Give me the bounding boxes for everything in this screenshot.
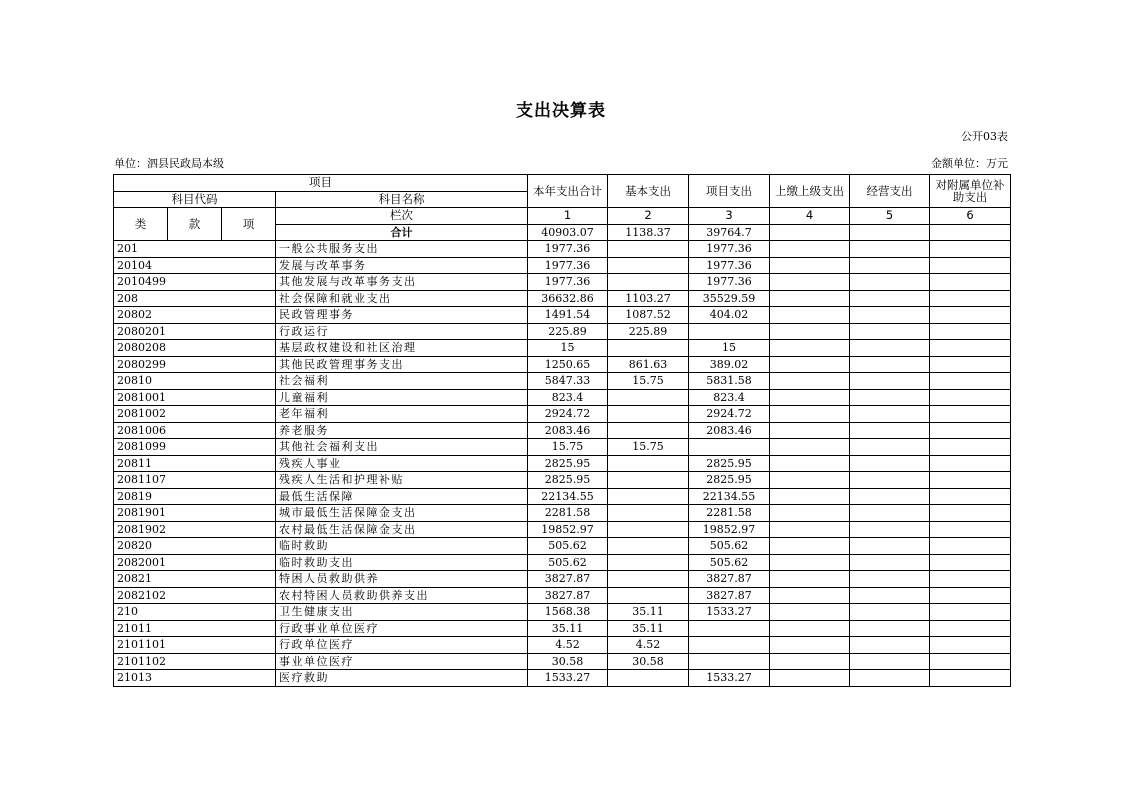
amount-col-2 [608,521,689,538]
table-row [114,373,1011,390]
amount-col-2 [608,406,689,423]
expenditure-table [113,174,1011,687]
amount-col-5 [850,422,930,439]
col-num-6: 6 [930,208,1011,225]
amount-col-5 [850,587,930,604]
table-row [114,389,1011,406]
header-col-5: 经营支出 [850,175,930,208]
subject-name: 行政运行 [276,323,528,340]
subject-code: 210 [114,604,276,621]
subject-code: 21011 [114,620,276,637]
subject-name: 一般公共服务支出 [276,241,528,258]
table-row [114,257,1011,274]
amount-col-1: 4.52 [528,637,608,654]
amount-col-1: 35.11 [528,620,608,637]
subject-name: 其他社会福利支出 [276,439,528,456]
total-label: 合计 [276,224,528,241]
amount-col-4 [770,356,850,373]
amount-col-1: 3827.87 [528,571,608,588]
amount-col-4 [770,620,850,637]
amount-col-3: 2924.72 [689,406,770,423]
amount-col-4 [770,307,850,324]
amount-col-5 [850,274,930,291]
table-row [114,604,1011,621]
amount-col-2 [608,538,689,555]
subject-name: 最低生活保障 [276,488,528,505]
total-value-4 [770,224,850,241]
header-lei: 类 [114,208,168,241]
subject-code: 201 [114,241,276,258]
amount-col-2 [608,257,689,274]
amount-col-2 [608,389,689,406]
subject-name: 医疗救助 [276,670,528,687]
amount-col-6 [930,554,1011,571]
subject-name: 事业单位医疗 [276,653,528,670]
reporting-unit: 单位：泗县民政局本级 [114,157,224,170]
amount-col-1: 30.58 [528,653,608,670]
amount-col-4 [770,472,850,489]
amount-col-6 [930,340,1011,357]
amount-col-5 [850,670,930,687]
amount-col-2: 4.52 [608,637,689,654]
amount-col-6 [930,620,1011,637]
subject-code: 20811 [114,455,276,472]
amount-col-5 [850,620,930,637]
table-row [114,406,1011,423]
subject-code: 2080201 [114,323,276,340]
header-kuan: 款 [168,208,222,241]
amount-col-4 [770,637,850,654]
amount-col-1: 19852.97 [528,521,608,538]
amount-col-3: 22134.55 [689,488,770,505]
amount-col-5 [850,290,930,307]
amount-col-4 [770,455,850,472]
subject-code: 20810 [114,373,276,390]
amount-col-3: 505.62 [689,538,770,555]
amount-col-1: 2825.95 [528,472,608,489]
amount-col-2: 15.75 [608,439,689,456]
amount-col-1: 3827.87 [528,587,608,604]
subject-code: 2010499 [114,274,276,291]
subject-code: 2081902 [114,521,276,538]
amount-col-3: 1977.36 [689,274,770,291]
amount-col-6 [930,241,1011,258]
amount-col-3: 3827.87 [689,587,770,604]
subject-code: 2082001 [114,554,276,571]
table-row [114,505,1011,522]
col-num-1: 1 [528,208,608,225]
subject-name: 农村最低生活保障金支出 [276,521,528,538]
amount-col-5 [850,604,930,621]
amount-col-4 [770,670,850,687]
amount-col-6 [930,587,1011,604]
amount-col-4 [770,554,850,571]
amount-col-2: 861.63 [608,356,689,373]
amount-col-6 [930,389,1011,406]
amount-col-4 [770,241,850,258]
subject-code: 20820 [114,538,276,555]
subject-name: 行政事业单位医疗 [276,620,528,637]
subject-name: 养老服务 [276,422,528,439]
amount-col-1: 823.4 [528,389,608,406]
amount-col-4 [770,340,850,357]
amount-col-6 [930,653,1011,670]
amount-col-4 [770,488,850,505]
subject-name: 特困人员救助供养 [276,571,528,588]
amount-col-3: 35529.59 [689,290,770,307]
total-value-5 [850,224,930,241]
amount-col-5 [850,571,930,588]
amount-col-1: 36632.86 [528,290,608,307]
amount-col-1: 505.62 [528,538,608,555]
subject-code: 2080299 [114,356,276,373]
subject-code: 2101102 [114,653,276,670]
table-row [114,472,1011,489]
amount-col-3: 2083.46 [689,422,770,439]
amount-col-3: 3827.87 [689,571,770,588]
amount-col-4 [770,439,850,456]
subject-name: 社会福利 [276,373,528,390]
amount-col-2: 35.11 [608,620,689,637]
amount-col-1: 1977.36 [528,274,608,291]
subject-name: 老年福利 [276,406,528,423]
table-row [114,587,1011,604]
amount-col-3: 389.02 [689,356,770,373]
subject-code: 20104 [114,257,276,274]
amount-col-6 [930,290,1011,307]
amount-col-3: 404.02 [689,307,770,324]
amount-col-2 [608,488,689,505]
amount-col-4 [770,274,850,291]
table-row [114,538,1011,555]
subject-code: 208 [114,290,276,307]
col-num-4: 4 [770,208,850,225]
table-row [114,307,1011,324]
subject-code: 20802 [114,307,276,324]
amount-col-6 [930,521,1011,538]
amount-col-5 [850,637,930,654]
amount-col-1: 2825.95 [528,455,608,472]
amount-col-3 [689,323,770,340]
amount-col-5 [850,406,930,423]
amount-col-6 [930,274,1011,291]
amount-col-4 [770,257,850,274]
header-subject-code: 科目代码 [114,191,276,208]
table-row [114,488,1011,505]
amount-col-3 [689,439,770,456]
amount-col-1: 2281.58 [528,505,608,522]
amount-col-1: 1568.38 [528,604,608,621]
amount-col-6 [930,439,1011,456]
amount-col-1: 5847.33 [528,373,608,390]
amount-col-3: 2825.95 [689,455,770,472]
amount-col-5 [850,472,930,489]
subject-code: 2081001 [114,389,276,406]
amount-col-4 [770,290,850,307]
amount-col-6 [930,604,1011,621]
amount-col-6 [930,637,1011,654]
amount-col-1: 225.89 [528,323,608,340]
amount-col-5 [850,488,930,505]
total-value-6 [930,224,1011,241]
amount-col-2: 225.89 [608,323,689,340]
amount-col-3: 823.4 [689,389,770,406]
amount-col-5 [850,505,930,522]
total-value-1: 40903.07 [528,224,608,241]
subject-name: 卫生健康支出 [276,604,528,621]
amount-col-4 [770,587,850,604]
amount-col-3: 15 [689,340,770,357]
header-col-2: 基本支出 [608,175,689,208]
subject-code: 2081901 [114,505,276,522]
table-row [114,439,1011,456]
amount-col-5 [850,340,930,357]
amount-col-6 [930,505,1011,522]
amount-col-2 [608,505,689,522]
amount-col-1: 2924.72 [528,406,608,423]
amount-col-3 [689,620,770,637]
amount-col-6 [930,307,1011,324]
amount-col-2 [608,472,689,489]
amount-col-2 [608,670,689,687]
amount-col-2 [608,422,689,439]
subject-code: 2081006 [114,422,276,439]
amount-col-3: 1533.27 [689,670,770,687]
amount-col-2 [608,340,689,357]
amount-col-5 [850,257,930,274]
subject-name: 发展与改革事务 [276,257,528,274]
amount-col-3: 5831.58 [689,373,770,390]
report-title: 支出决算表 [516,101,606,121]
subject-code: 20821 [114,571,276,588]
amount-col-1: 1977.36 [528,257,608,274]
header-row-1 [114,175,1011,192]
subject-code: 2081002 [114,406,276,423]
amount-col-3: 19852.97 [689,521,770,538]
subject-name: 临时救助支出 [276,554,528,571]
amount-col-1: 1977.36 [528,241,608,258]
subject-name: 社会保障和就业支出 [276,290,528,307]
amount-col-2: 35.11 [608,604,689,621]
amount-col-1: 15.75 [528,439,608,456]
amount-unit: 金额单位：万元 [931,157,1008,170]
table-row [114,571,1011,588]
amount-col-2 [608,274,689,291]
subject-name: 其他民政管理事务支出 [276,356,528,373]
amount-col-2: 1087.52 [608,307,689,324]
amount-col-4 [770,653,850,670]
amount-col-2 [608,554,689,571]
table-row [114,554,1011,571]
table-row [114,637,1011,654]
amount-col-6 [930,257,1011,274]
table-row [114,455,1011,472]
header-col-label: 栏次 [276,208,528,225]
total-value-3: 39764.7 [689,224,770,241]
amount-col-3: 2825.95 [689,472,770,489]
subject-name: 行政单位医疗 [276,637,528,654]
amount-col-4 [770,406,850,423]
amount-col-6 [930,472,1011,489]
table-row [114,290,1011,307]
table-row [114,356,1011,373]
subject-name: 残疾人事业 [276,455,528,472]
amount-col-1: 22134.55 [528,488,608,505]
amount-col-6 [930,488,1011,505]
form-number: 公开03表 [961,130,1008,143]
amount-col-4 [770,323,850,340]
table-row [114,422,1011,439]
amount-col-1: 505.62 [528,554,608,571]
amount-col-4 [770,521,850,538]
amount-col-6 [930,406,1011,423]
amount-col-2: 30.58 [608,653,689,670]
amount-col-4 [770,571,850,588]
amount-col-4 [770,422,850,439]
amount-col-5 [850,653,930,670]
subject-name: 农村特困人员救助供养支出 [276,587,528,604]
subject-code: 2081099 [114,439,276,456]
amount-col-2 [608,455,689,472]
amount-col-1: 2083.46 [528,422,608,439]
amount-col-5 [850,455,930,472]
table-row [114,241,1011,258]
subject-code: 21013 [114,670,276,687]
amount-col-5 [850,538,930,555]
subject-code: 2101101 [114,637,276,654]
amount-col-2 [608,587,689,604]
amount-col-4 [770,505,850,522]
amount-col-3 [689,637,770,654]
subject-name: 城市最低生活保障金支出 [276,505,528,522]
amount-col-6 [930,323,1011,340]
amount-col-6 [930,455,1011,472]
col-num-3: 3 [689,208,770,225]
subject-name: 其他发展与改革事务支出 [276,274,528,291]
table-row [114,274,1011,291]
amount-col-6 [930,422,1011,439]
amount-col-6 [930,356,1011,373]
table-row [114,653,1011,670]
amount-col-6 [930,571,1011,588]
amount-col-5 [850,439,930,456]
amount-col-4 [770,373,850,390]
header-row-3 [114,208,1011,225]
amount-col-4 [770,389,850,406]
header-col-4: 上缴上级支出 [770,175,850,208]
amount-col-4 [770,604,850,621]
amount-col-1: 1491.54 [528,307,608,324]
amount-col-3 [689,653,770,670]
col-num-2: 2 [608,208,689,225]
subject-name: 民政管理事务 [276,307,528,324]
amount-col-5 [850,241,930,258]
amount-col-6 [930,373,1011,390]
amount-col-2 [608,241,689,258]
subject-code: 2082102 [114,587,276,604]
amount-col-6 [930,538,1011,555]
subject-code: 2081107 [114,472,276,489]
header-col-6: 对附属单位补助支出 [930,175,1011,208]
subject-name: 临时救助 [276,538,528,555]
header-xiang: 项 [222,208,276,241]
amount-col-3: 505.62 [689,554,770,571]
amount-col-4 [770,538,850,555]
amount-col-5 [850,373,930,390]
amount-col-1: 1533.27 [528,670,608,687]
amount-col-1: 1250.65 [528,356,608,373]
subject-name: 儿童福利 [276,389,528,406]
amount-col-5 [850,389,930,406]
amount-col-5 [850,307,930,324]
subject-name: 残疾人生活和护理补贴 [276,472,528,489]
amount-col-5 [850,521,930,538]
subject-code: 2080208 [114,340,276,357]
header-subject-name: 科目名称 [276,191,528,208]
amount-col-2: 15.75 [608,373,689,390]
amount-col-6 [930,670,1011,687]
amount-col-1: 15 [528,340,608,357]
amount-col-5 [850,554,930,571]
table-row [114,340,1011,357]
amount-col-3: 2281.58 [689,505,770,522]
col-num-5: 5 [850,208,930,225]
amount-col-2: 1103.27 [608,290,689,307]
table-row [114,670,1011,687]
table-row [114,521,1011,538]
amount-col-2 [608,571,689,588]
header-col-1: 本年支出合计 [528,175,608,208]
header-item: 项目 [114,175,528,192]
subject-code: 20819 [114,488,276,505]
subject-name: 基层政权建设和社区治理 [276,340,528,357]
amount-col-3: 1533.27 [689,604,770,621]
amount-col-5 [850,356,930,373]
table-row [114,620,1011,637]
table-row [114,323,1011,340]
amount-col-3: 1977.36 [689,241,770,258]
total-value-2: 1138.37 [608,224,689,241]
amount-col-3: 1977.36 [689,257,770,274]
header-col-3: 项目支出 [689,175,770,208]
amount-col-5 [850,323,930,340]
